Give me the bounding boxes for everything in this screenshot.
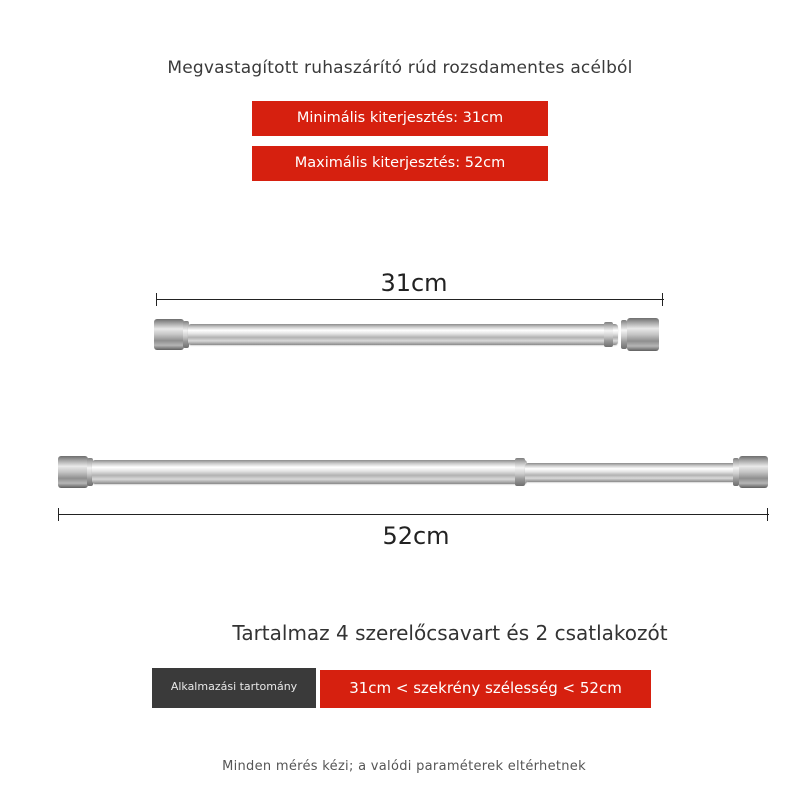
rod-end-cap-left <box>58 456 88 488</box>
measure-tick-right <box>662 293 663 306</box>
footer-note: Minden mérés kézi; a valódi paraméterek eltérhetnek <box>222 759 586 774</box>
page-title: Megvastagított ruhaszárító rúd rozsdamentes acélból <box>167 58 633 78</box>
measure-line <box>156 299 664 300</box>
measure-tick-right <box>767 508 768 521</box>
short-rod-measure-line <box>156 293 664 307</box>
short-rod-image <box>150 314 665 354</box>
rod-end-cap-right <box>739 456 768 488</box>
rod-tube-outer <box>92 460 527 484</box>
rod-tube-outer <box>188 324 618 345</box>
measure-line <box>58 514 769 515</box>
long-rod-measure-line <box>58 508 769 522</box>
long-rod-dimension-label: 52cm <box>382 522 450 550</box>
rod-joint-collar <box>604 322 613 347</box>
application-range-label: Alkalmazási tartomány <box>152 668 316 708</box>
rod-joint-collar <box>515 458 525 486</box>
min-extension-badge: Minimális kiterjesztés: 31cm <box>252 101 548 136</box>
short-rod-dimension-label: 31cm <box>380 269 448 297</box>
rod-end-cap-right <box>627 318 659 351</box>
max-extension-badge: Maximális kiterjesztés: 52cm <box>252 146 548 181</box>
rod-tube-inner <box>525 463 737 482</box>
rod-end-cap-left <box>154 319 184 350</box>
includes-text: Tartalmaz 4 szerelőcsavart és 2 csatlakozót <box>232 621 668 645</box>
long-rod-image <box>55 452 775 492</box>
application-range-value: 31cm < szekrény szélesség < 52cm <box>320 670 651 708</box>
